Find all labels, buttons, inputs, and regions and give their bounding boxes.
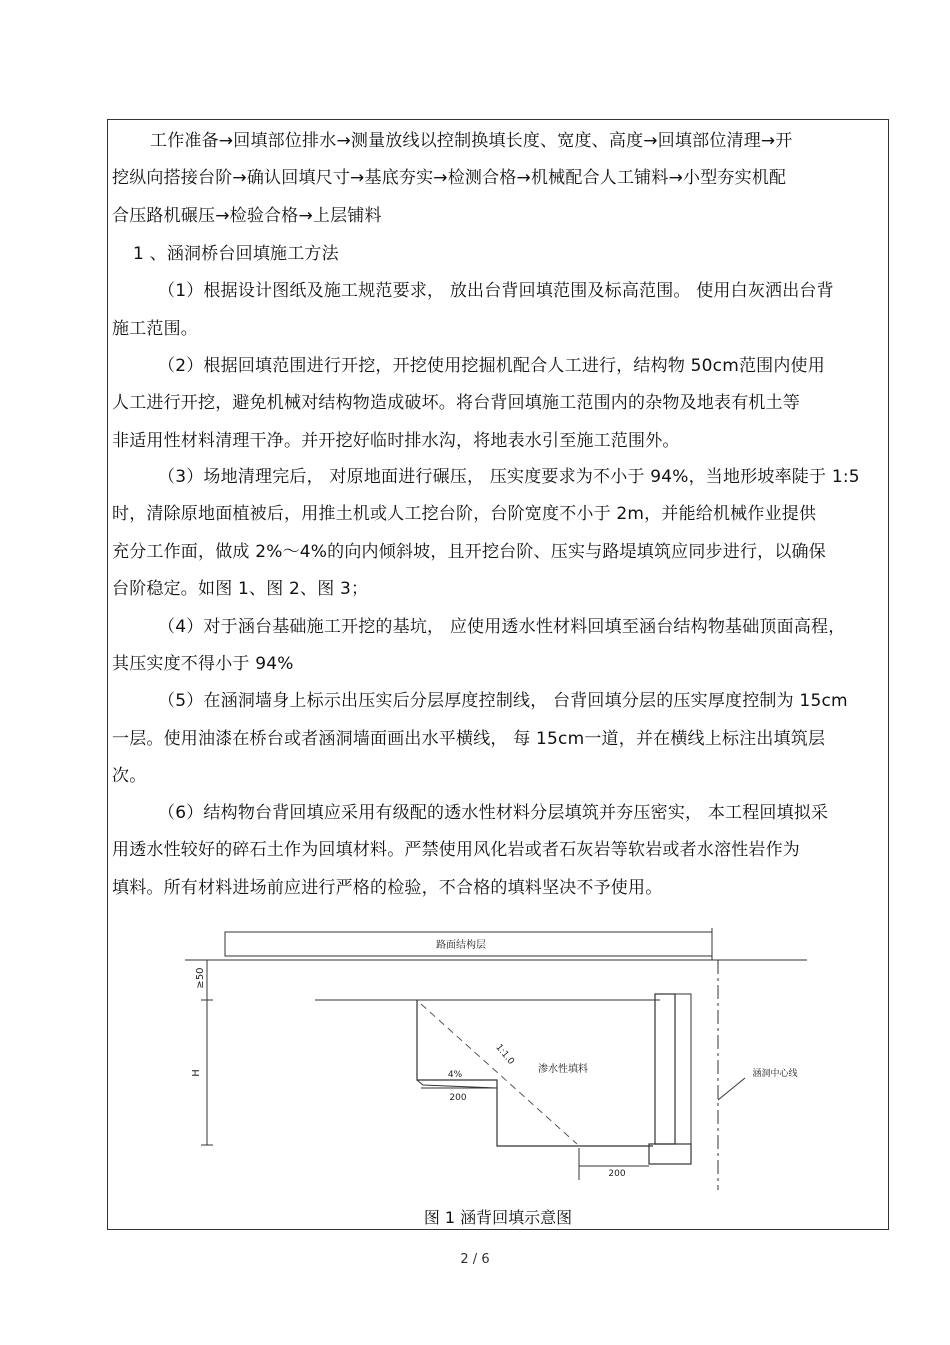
centerline-label: 涵洞中心线 bbox=[752, 1069, 798, 1079]
paragraph-line: 用透水性较好的碎石土作为回填材料。严禁使用风化岩或者石灰岩等软岩或者水溶性岩作为 bbox=[112, 840, 800, 860]
paragraph-line: （5）在涵洞墙身上标示出压实后分层厚度控制线， 台背回填分层的压实厚度控制为 15cm bbox=[158, 691, 848, 711]
paragraph-line: 挖纵向搭接台阶→确认回填尺寸→基底夯实→检测合格→机械配合人工铺料→小型夯实机配 bbox=[112, 168, 787, 188]
paragraph-line: 填料。所有材料进场前应进行严格的检验，不合格的填料坚决不予使用。 bbox=[112, 878, 663, 898]
paragraph-line: （3）场地清理完后， 对原地面进行碾压， 压实度要求为不小于 94%，当地形坡率陡于 1:5 bbox=[158, 467, 860, 487]
dim-h-label: H bbox=[191, 1069, 202, 1077]
road-layer-label: 路面结构层 bbox=[436, 940, 486, 951]
slope-label: 1:1.0 bbox=[493, 1042, 516, 1067]
bottom-width-label: 200 bbox=[608, 1169, 626, 1179]
paragraph-line: （1）根据设计图纸及施工规范要求， 放出台背回填范围及标高范围。 使用白灰洒出台背 bbox=[158, 281, 834, 301]
paragraph-line: （2）根据回填范围进行开挖，开挖使用挖掘机配合人工进行，结构物 50cm范围内使用 bbox=[158, 356, 825, 376]
paragraph-line: 工作准备→回填部位排水→测量放线以控制换填长度、宽度、高度→回填部位清理→开 bbox=[150, 131, 793, 151]
paragraph-line: 合压路机碾压→检验合格→上层铺料 bbox=[112, 206, 382, 226]
fill-label: 渗水性填料 bbox=[538, 1064, 588, 1075]
culvert-wall bbox=[655, 994, 675, 1144]
paragraph-line: 次。 bbox=[112, 766, 147, 786]
paragraph-line: 施工范围。 bbox=[112, 319, 198, 339]
paragraph-line: 时，清除原地面植被后，用推土机或人工挖台阶，台阶宽度不小于 2m，并能给机械作业提供 bbox=[112, 504, 817, 524]
culvert-wall-inner bbox=[675, 994, 691, 1144]
section-heading: 1 、涵洞桥台回填施工方法 bbox=[133, 244, 339, 264]
diagram-svg bbox=[185, 900, 807, 1190]
paragraph-line: 充分工作面，做成 2%～4%的向内倾斜坡，且开挖台阶、压实与路堤填筑应同步进行，以确保 bbox=[112, 542, 826, 562]
step-slope-mark bbox=[417, 1080, 497, 1088]
culvert-footing bbox=[649, 1144, 691, 1164]
paragraph-line: 一层。使用油漆在桥台或者涵洞墙面画出水平横线， 每 15cm一道，并在横线上标注出填筑层 bbox=[112, 729, 826, 749]
paragraph-line: （4）对于涵台基础施工开挖的基坑， 应使用透水性材料回填至涵台结构物基础顶面高程， bbox=[158, 617, 846, 637]
step-width-label: 200 bbox=[449, 1093, 467, 1103]
grade-label: 4% bbox=[447, 1070, 463, 1080]
paragraph-line: 台阶稳定。如图 1、图 2、图 3； bbox=[112, 579, 369, 599]
paragraph-line: 人工进行开挖，避免机械对结构物造成破坏。将台背回填施工范围内的杂物及地表有机土等 bbox=[112, 393, 800, 413]
culvert-backfill-diagram bbox=[185, 900, 807, 1190]
figure-caption: 图 1 涵背回填示意图 bbox=[423, 1208, 573, 1227]
paragraph-line: （6）结构物台背回填应采用有级配的透水性材料分层填筑并夯压密实， 本工程回填拟采 bbox=[158, 803, 829, 823]
page-number: 2 / 6 bbox=[460, 1252, 490, 1267]
dim-top-label: ≥50 bbox=[195, 967, 206, 989]
paragraph-line: 其压实度不得小于 94% bbox=[112, 654, 294, 674]
paragraph-line: 非适用性材料清理干净。并开挖好临时排水沟，将地表水引至施工范围外。 bbox=[112, 431, 680, 451]
